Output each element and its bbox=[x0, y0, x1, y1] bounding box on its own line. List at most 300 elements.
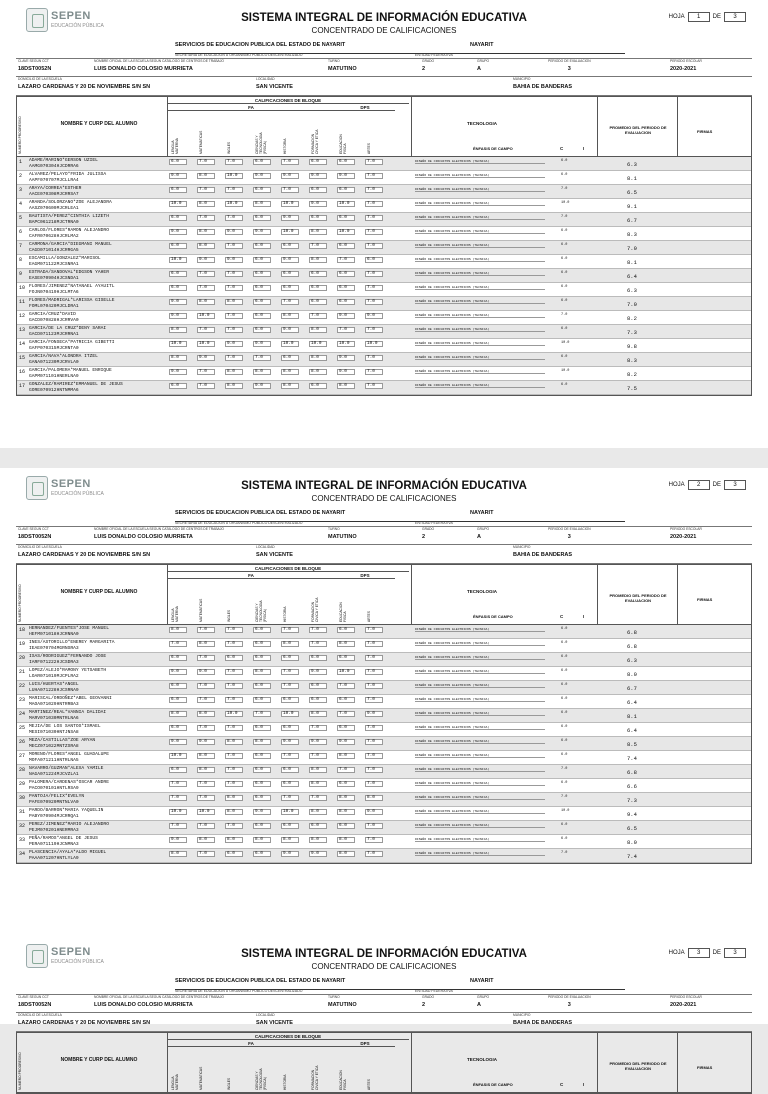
grade-cell: 6.0 bbox=[281, 823, 299, 829]
grupo-label: GRUPO bbox=[477, 59, 490, 63]
student-name: ARAYA/CORREA*ESTHER bbox=[29, 186, 82, 191]
grade-cell: 7.0 bbox=[337, 711, 355, 717]
row-number: 1 bbox=[19, 159, 23, 165]
grupo-value: A bbox=[477, 534, 481, 540]
grade-cell: 8.0 bbox=[225, 837, 243, 843]
subject-header: EDUCACION FISICA bbox=[339, 134, 347, 154]
subject-header: FORMACION CIVICA Y ETICA bbox=[311, 597, 319, 622]
tech-grade: 6.0 bbox=[561, 697, 568, 701]
row-number: 7 bbox=[19, 243, 23, 249]
grade-cell: 7.0 bbox=[197, 823, 215, 829]
student-cell bbox=[29, 850, 169, 862]
table-row bbox=[17, 157, 751, 171]
grade-cell: 6.0 bbox=[365, 257, 383, 263]
average-value: 8.0 bbox=[627, 671, 637, 678]
ciclo-value: 2020-2021 bbox=[670, 66, 697, 72]
row-number: 19 bbox=[19, 641, 26, 647]
grade-cell: 6.0 bbox=[309, 285, 327, 291]
student-name: PANTOJA/FELIX*EVELYN bbox=[29, 794, 85, 799]
table-row bbox=[17, 849, 751, 863]
grade-cell: 6.0 bbox=[253, 215, 271, 221]
enfasis-cell: DISEÑO DE CIRCUITOS ELECTRICOS (TECNICA) bbox=[415, 753, 545, 758]
grade-cell: 9.0 bbox=[253, 809, 271, 815]
student-cell bbox=[29, 626, 169, 638]
grade-cell: 7.0 bbox=[365, 837, 383, 843]
tech-grade: 6.0 bbox=[561, 739, 568, 743]
enfasis-cell: DISEÑO DE CIRCUITOS ELECTRICOS (TECNICA) bbox=[415, 641, 545, 646]
grade-cell: 7.0 bbox=[225, 243, 243, 249]
grade-cell: 7.0 bbox=[365, 851, 383, 857]
grade-cell: 8.0 bbox=[281, 837, 299, 843]
average-value: 7.0 bbox=[627, 301, 637, 308]
tech-grade: 6.0 bbox=[561, 655, 568, 659]
grade-cell: 7.0 bbox=[225, 753, 243, 759]
grade-cell: 7.0 bbox=[365, 201, 383, 207]
average-value: 6.8 bbox=[627, 769, 637, 776]
tech-grade: 6.0 bbox=[561, 173, 568, 177]
grade-cell: 6.0 bbox=[253, 641, 271, 647]
grade-cell: 9.0 bbox=[337, 313, 355, 319]
ciclo-label: PERIODO ESCOLAR bbox=[670, 59, 702, 63]
row-number: 15 bbox=[19, 355, 26, 361]
estado-name: NAYARIT bbox=[470, 42, 494, 48]
student-curp: PERA071119HJCNMNA3 bbox=[29, 842, 79, 847]
enfasis-cell: DISEÑO DE CIRCUITOS ELECTRICOS (TECNICA) bbox=[415, 271, 545, 276]
row-number: 30 bbox=[19, 795, 26, 801]
grade-cell: 8.0 bbox=[197, 753, 215, 759]
hoja-label: HOJA bbox=[668, 482, 685, 488]
grade-cell: 7.0 bbox=[365, 739, 383, 745]
page-indicator bbox=[669, 948, 746, 958]
grades-table bbox=[16, 1032, 752, 1094]
brand-name: SEPEN bbox=[51, 946, 91, 958]
brand-subtitle: EDUCACIÓN PÚBLICA bbox=[51, 491, 104, 497]
enfasis-cell: DISEÑO DE CIRCUITOS ELECTRICOS (TECNICA) bbox=[415, 725, 545, 730]
enfasis-cell: DISEÑO DE CIRCUITOS ELECTRICOS (TECNICA) bbox=[415, 285, 545, 290]
grade-cell: 8.0 bbox=[225, 369, 243, 375]
table-row bbox=[17, 639, 751, 653]
grade-cell: 9.0 bbox=[225, 229, 243, 235]
table-row bbox=[17, 653, 751, 667]
grade-cell: 6.0 bbox=[169, 271, 187, 277]
student-name: GONZALEZ/RAMIREZ*EMMANUEL DE JESUS bbox=[29, 382, 123, 387]
grade-cell: 9.0 bbox=[225, 257, 243, 263]
grade-cell: 6.0 bbox=[281, 697, 299, 703]
grade-cell: 10.0 bbox=[365, 341, 383, 347]
average-value: 7.0 bbox=[627, 245, 637, 252]
grade-cell: 6.0 bbox=[337, 655, 355, 661]
grade-cell: 7.0 bbox=[281, 187, 299, 193]
grade-cell: 6.0 bbox=[169, 285, 187, 291]
student-cell bbox=[29, 312, 169, 324]
table-row bbox=[17, 695, 751, 709]
grade-cell: 6.0 bbox=[253, 823, 271, 829]
row-number: 18 bbox=[19, 627, 26, 633]
subject-header: HISTORIA bbox=[283, 138, 287, 154]
student-name: PLASCENCIA/AYALA*ALDO MIGUEL bbox=[29, 850, 107, 855]
subject-header: ARTES bbox=[367, 143, 371, 154]
report-sheet bbox=[0, 936, 768, 1090]
subject-header: FORMACION CIVICA Y ETICA bbox=[311, 1065, 319, 1090]
grade-cell: 9.0 bbox=[309, 173, 327, 179]
student-cell bbox=[29, 654, 169, 666]
grade-cell: 6.0 bbox=[253, 271, 271, 277]
enfasis-cell: DISEÑO DE CIRCUITOS ELECTRICOS (TECNICA) bbox=[415, 739, 545, 744]
table-row bbox=[17, 297, 751, 311]
grade-cell: 6.0 bbox=[309, 159, 327, 165]
grade-cell: 7.0 bbox=[169, 795, 187, 801]
school-name-value: LUIS DONALDO COLOSIO MURRIETA bbox=[94, 66, 193, 72]
grade-cell: 6.0 bbox=[337, 187, 355, 193]
servicio-caption: SECRETARIA DE EDUCACION U ORGANISMO PUBLICO DESCENTRALIZADO bbox=[175, 53, 303, 57]
grupo-label: GRUPO bbox=[477, 527, 490, 531]
average-value: 8.2 bbox=[627, 371, 637, 378]
bloque-header: CALIFICACIONES DE BLOQUE bbox=[167, 1034, 409, 1040]
average-value: 6.8 bbox=[627, 629, 637, 636]
enfasis-header: ÉNFASIS DE CAMPO bbox=[473, 614, 513, 619]
grade-cell: 9.0 bbox=[281, 173, 299, 179]
student-cell bbox=[29, 682, 169, 694]
enfasis-cell: DISEÑO DE CIRCUITOS ELECTRICOS (TECNICA) bbox=[415, 795, 545, 800]
enfasis-cell: DISEÑO DE CIRCUITOS ELECTRICOS (TECNICA) bbox=[415, 823, 545, 828]
student-curp: PACO070101HNTLRSA9 bbox=[29, 786, 79, 791]
grade-cell: 7.0 bbox=[365, 271, 383, 277]
grade-cell: 7.0 bbox=[365, 641, 383, 647]
fa-header: FA bbox=[167, 105, 335, 111]
grade-cell: 10.0 bbox=[281, 341, 299, 347]
subject-header: CIENCIAS Y TECNOLOGIA (FISICA) bbox=[255, 132, 267, 154]
grade-cell: 7.0 bbox=[365, 683, 383, 689]
periodo-label: PERIODO DE EVALUACION bbox=[548, 59, 591, 63]
average-value: 6.5 bbox=[627, 825, 637, 832]
grade-cell: 6.0 bbox=[309, 697, 327, 703]
grade-cell: 6.0 bbox=[253, 725, 271, 731]
table-row bbox=[17, 255, 751, 269]
student-curp: NAGA071224MJCVZLA1 bbox=[29, 772, 79, 777]
student-cell bbox=[29, 228, 169, 240]
grade-cell: 6.0 bbox=[253, 327, 271, 333]
col-divider bbox=[597, 97, 598, 157]
grade-cell: 7.0 bbox=[365, 725, 383, 731]
servicio-line bbox=[175, 510, 625, 525]
average-value: 6.4 bbox=[627, 699, 637, 706]
student-curp: FOML070420MJCLDRA1 bbox=[29, 304, 79, 309]
grade-cell: 10.0 bbox=[169, 201, 187, 207]
grade-cell: 7.0 bbox=[337, 767, 355, 773]
report-subtitle: CONCENTRADO DE CALIFICACIONES bbox=[311, 962, 457, 971]
promedio-header: PROMEDIO DEL PERIODO DE EVALUACION bbox=[609, 125, 667, 135]
periodo-value: 3 bbox=[567, 66, 571, 72]
school-name-value: LUIS DONALDO COLOSIO MURRIETA bbox=[94, 1002, 193, 1008]
grade-cell: 9.0 bbox=[197, 669, 215, 675]
grade-cell: 6.0 bbox=[253, 627, 271, 633]
grade-cell: 7.0 bbox=[281, 627, 299, 633]
grade-cell: 9.0 bbox=[253, 383, 271, 389]
grade-cell: 7.0 bbox=[197, 159, 215, 165]
table-row bbox=[17, 835, 751, 849]
grade-cell: 6.0 bbox=[253, 767, 271, 773]
page-indicator bbox=[669, 480, 746, 490]
grade-cell: 9.0 bbox=[281, 739, 299, 745]
tech-grade: 6.0 bbox=[561, 725, 568, 729]
municipio-value: BAHIA DE BANDERAS bbox=[513, 84, 573, 90]
grade-cell: 10.0 bbox=[309, 341, 327, 347]
row-number: 28 bbox=[19, 767, 26, 773]
i-header: I bbox=[583, 1082, 585, 1087]
grade-cell: 8.0 bbox=[197, 243, 215, 249]
servicio-caption: SECRETARIA DE EDUCACION U ORGANISMO PUBLICO DESCENTRALIZADO bbox=[175, 521, 303, 525]
grade-cell: 6.0 bbox=[309, 683, 327, 689]
grade-cell: 7.0 bbox=[281, 683, 299, 689]
grade-cell: 8.0 bbox=[309, 809, 327, 815]
table-row bbox=[17, 821, 751, 835]
tech-grade: 6.0 bbox=[561, 837, 568, 841]
grade-cell: 7.0 bbox=[225, 823, 243, 829]
tech-grade: 6.0 bbox=[561, 271, 568, 275]
grade-cell: 8.0 bbox=[169, 327, 187, 333]
student-name: ESCAMILLA/GONZALEZ*MARISOL bbox=[29, 256, 101, 261]
average-value: 8.1 bbox=[627, 713, 637, 720]
grade-cell: 6.0 bbox=[169, 725, 187, 731]
subject-header: CIENCIAS Y TECNOLOGIA (FISICA) bbox=[255, 600, 267, 622]
report-sheet bbox=[0, 468, 768, 936]
grade-cell: 8.0 bbox=[309, 327, 327, 333]
grado-value: 2 bbox=[422, 66, 426, 72]
grade-cell: 7.0 bbox=[365, 781, 383, 787]
grade-cell: 9.0 bbox=[281, 215, 299, 221]
row-number: 20 bbox=[19, 655, 26, 661]
tech-grade: 7.0 bbox=[561, 795, 568, 799]
grade-cell: 6.0 bbox=[253, 781, 271, 787]
student-name: MEZA/CASTILLAS*ZOE ARYAN bbox=[29, 738, 96, 743]
grade-cell: 10.0 bbox=[337, 229, 355, 235]
student-curp: AAMG070304HJCDRRA6 bbox=[29, 164, 79, 169]
grade-cell: 6.0 bbox=[253, 753, 271, 759]
page-number: 1 bbox=[688, 12, 710, 22]
grade-cell: 10.0 bbox=[169, 809, 187, 815]
average-value: 6.3 bbox=[627, 287, 637, 294]
dps-header: DPS bbox=[335, 573, 395, 579]
grade-cell: 6.0 bbox=[337, 159, 355, 165]
grade-cell: 6.0 bbox=[281, 355, 299, 361]
subject-header: EDUCACION FISICA bbox=[339, 1070, 347, 1090]
grade-cell: 6.0 bbox=[169, 215, 187, 221]
table-row bbox=[17, 751, 751, 765]
page-number: 2 bbox=[688, 480, 710, 490]
grade-cell: 8.0 bbox=[197, 837, 215, 843]
grade-cell: 7.0 bbox=[225, 187, 243, 193]
row-number: 24 bbox=[19, 711, 26, 717]
grade-cell: 7.0 bbox=[225, 285, 243, 291]
tech-grade: 10.0 bbox=[561, 341, 570, 345]
grade-cell: 6.0 bbox=[253, 795, 271, 801]
grade-cell: 8.0 bbox=[197, 201, 215, 207]
grade-cell: 8.0 bbox=[337, 795, 355, 801]
student-curp: HEFM071018HJCRNNA0 bbox=[29, 632, 79, 637]
grade-cell: 7.0 bbox=[365, 285, 383, 291]
average-value: 9.8 bbox=[627, 343, 637, 350]
grade-cell: 6.0 bbox=[169, 767, 187, 773]
grade-cell: 7.0 bbox=[225, 327, 243, 333]
bloque-header: CALIFICACIONES DE BLOQUE bbox=[167, 566, 409, 572]
row-number: 34 bbox=[19, 851, 26, 857]
rows bbox=[16, 624, 752, 864]
report-subtitle: CONCENTRADO DE CALIFICACIONES bbox=[311, 494, 457, 503]
servicio-name: SERVICIOS DE EDUCACION PUBLICA DEL ESTADO DE NAYARIT bbox=[175, 42, 346, 48]
row-number: 5 bbox=[19, 215, 23, 221]
school-name-label: NOMBRE OFICIAL DE LA ESCUELA SEGUN CATALOGO DE CENTROS DE TRABAJO bbox=[94, 59, 224, 63]
grade-cell: 7.0 bbox=[225, 159, 243, 165]
student-curp: CAGD071014HJCRRGA5 bbox=[29, 248, 79, 253]
grade-cell: 7.0 bbox=[225, 781, 243, 787]
report-title: SISTEMA INTEGRAL DE INFORMACIÓN EDUCATIVA bbox=[241, 480, 527, 492]
grade-cell: 8.0 bbox=[197, 229, 215, 235]
grade-cell: 6.0 bbox=[309, 271, 327, 277]
grade-cell: 10.0 bbox=[281, 711, 299, 717]
grade-cell: 9.0 bbox=[281, 257, 299, 263]
row-number: 10 bbox=[19, 285, 26, 291]
enfasis-cell: DISEÑO DE CIRCUITOS ELECTRICOS (TECNICA) bbox=[415, 355, 545, 360]
grade-cell: 7.0 bbox=[169, 781, 187, 787]
row-number: 23 bbox=[19, 697, 26, 703]
grade-cell: 8.0 bbox=[225, 383, 243, 389]
grade-cell: 9.0 bbox=[253, 173, 271, 179]
student-cell bbox=[29, 242, 169, 254]
tech-grade: 6.0 bbox=[561, 711, 568, 715]
grade-cell: 8.0 bbox=[253, 369, 271, 375]
table-row bbox=[17, 185, 751, 199]
average-value: 8.1 bbox=[627, 259, 637, 266]
grade-cell: 6.0 bbox=[281, 271, 299, 277]
grade-cell: 8.0 bbox=[281, 641, 299, 647]
grade-cell: 7.0 bbox=[169, 823, 187, 829]
domicilio-value: LAZARO CARDENAS Y 20 DE NOVIEMBRE S/N SN bbox=[18, 84, 151, 90]
grade-cell: 8.0 bbox=[337, 383, 355, 389]
grade-cell: 7.0 bbox=[309, 313, 327, 319]
grade-cell: 7.0 bbox=[365, 369, 383, 375]
grade-cell: 7.0 bbox=[225, 627, 243, 633]
grade-cell: 7.0 bbox=[197, 627, 215, 633]
grade-cell: 8.0 bbox=[169, 851, 187, 857]
grade-cell: 8.0 bbox=[337, 641, 355, 647]
school-name-value: LUIS DONALDO COLOSIO MURRIETA bbox=[94, 534, 193, 540]
student-curp: MESI071030HNTJNSA8 bbox=[29, 730, 79, 735]
tech-grade: 6.0 bbox=[561, 641, 568, 645]
grade-cell: 7.0 bbox=[169, 641, 187, 647]
grade-cell: 7.0 bbox=[365, 243, 383, 249]
grade-cell: 6.0 bbox=[337, 823, 355, 829]
turno-label: TURNO bbox=[328, 527, 340, 531]
grade-cell: 9.0 bbox=[337, 739, 355, 745]
student-cell bbox=[29, 724, 169, 736]
student-cell bbox=[29, 214, 169, 226]
enfasis-cell: DISEÑO DE CIRCUITOS ELECTRICOS (TECNICA) bbox=[415, 341, 545, 346]
student-curp: GACD070828HJCRRVA0 bbox=[29, 318, 79, 323]
col-divider bbox=[411, 565, 412, 625]
student-cell bbox=[29, 794, 169, 806]
alumno-header: NOMBRE Y CURP DEL ALUMNO bbox=[60, 121, 138, 127]
grade-cell: 7.0 bbox=[197, 795, 215, 801]
grade-cell: 8.0 bbox=[309, 767, 327, 773]
enfasis-cell: DISEÑO DE CIRCUITOS ELECTRICOS (TECNICA) bbox=[415, 187, 545, 192]
table-row bbox=[17, 269, 751, 283]
col-divider bbox=[167, 97, 168, 157]
enfasis-cell: DISEÑO DE CIRCUITOS ELECTRICOS (TECNICA) bbox=[415, 299, 545, 304]
localidad-value: SAN VICENTE bbox=[256, 1020, 293, 1026]
grades-table bbox=[16, 564, 752, 864]
grade-cell: 7.0 bbox=[365, 187, 383, 193]
enfasis-cell: DISEÑO DE CIRCUITOS ELECTRICOS (TECNICA) bbox=[415, 851, 545, 856]
grupo-label: GRUPO bbox=[477, 995, 490, 999]
student-cell bbox=[29, 158, 169, 170]
student-name: FLORES/MADRIGAL*LARISSA GISELLE bbox=[29, 298, 115, 303]
enfasis-cell: DISEÑO DE CIRCUITOS ELECTRICOS (TECNICA) bbox=[415, 243, 545, 248]
grade-cell: 8.0 bbox=[337, 837, 355, 843]
average-value: 6.7 bbox=[627, 217, 637, 224]
tech-grade: 10.0 bbox=[561, 201, 570, 205]
row-number: 33 bbox=[19, 837, 26, 843]
student-name: MEJIA/DE LOS SANTOS*ISMAEL bbox=[29, 724, 101, 729]
localidad-label: LOCALIDAD bbox=[256, 1013, 275, 1017]
grade-cell: 9.0 bbox=[169, 173, 187, 179]
brand-subtitle: EDUCACIÓN PÚBLICA bbox=[51, 23, 104, 29]
grade-cell: 10.0 bbox=[197, 341, 215, 347]
sheet-header bbox=[0, 0, 768, 40]
cct-label: CLAVE SEGUN CCT bbox=[18, 995, 49, 999]
student-curp: EASE070904HJCSNDA1 bbox=[29, 276, 79, 281]
grade-cell: 7.0 bbox=[197, 851, 215, 857]
grade-cell: 7.0 bbox=[309, 725, 327, 731]
i-header: I bbox=[583, 146, 585, 151]
grade-cell: 9.0 bbox=[169, 669, 187, 675]
tech-grade: 6.0 bbox=[561, 299, 568, 303]
average-value: 6.8 bbox=[627, 643, 637, 650]
table-header bbox=[16, 1032, 752, 1092]
student-curp: LOAR071019MJCPLRA2 bbox=[29, 674, 79, 679]
grade-cell: 7.0 bbox=[225, 669, 243, 675]
grade-cell: 6.0 bbox=[337, 299, 355, 305]
localidad-value: SAN VICENTE bbox=[256, 84, 293, 90]
periodo-label: PERIODO DE EVALUACION bbox=[548, 995, 591, 999]
turno-value: MATUTINO bbox=[328, 534, 357, 540]
firmas-header: FIRMAS bbox=[697, 1065, 713, 1070]
table-row bbox=[17, 367, 751, 381]
dps-header: DPS bbox=[335, 105, 395, 111]
grade-cell: 6.0 bbox=[225, 655, 243, 661]
ciclo-label: PERIODO ESCOLAR bbox=[670, 995, 702, 999]
tech-grade: 10.0 bbox=[561, 369, 570, 373]
turno-label: TURNO bbox=[328, 59, 340, 63]
grade-cell: 6.0 bbox=[281, 781, 299, 787]
grade-cell: 6.0 bbox=[281, 655, 299, 661]
student-curp: PAAA071207HNTLYLA9 bbox=[29, 856, 79, 861]
col-divider bbox=[167, 565, 168, 625]
grade-cell: 6.0 bbox=[169, 655, 187, 661]
subject-header: INGLES bbox=[227, 609, 231, 622]
alumno-header: NOMBRE Y CURP DEL ALUMNO bbox=[60, 1057, 138, 1063]
row-number: 4 bbox=[19, 201, 23, 207]
tech-grade: 6.0 bbox=[561, 781, 568, 785]
grade-cell: 7.0 bbox=[253, 355, 271, 361]
average-value: 6.3 bbox=[627, 657, 637, 664]
grade-cell: 6.0 bbox=[169, 187, 187, 193]
grado-value: 2 bbox=[422, 534, 426, 540]
table-row bbox=[17, 227, 751, 241]
grade-cell: 9.0 bbox=[365, 711, 383, 717]
de-label: DE bbox=[712, 14, 721, 20]
grade-cell: 9.0 bbox=[169, 369, 187, 375]
enfasis-cell: DISEÑO DE CIRCUITOS ELECTRICOS (TECNICA) bbox=[415, 383, 545, 388]
